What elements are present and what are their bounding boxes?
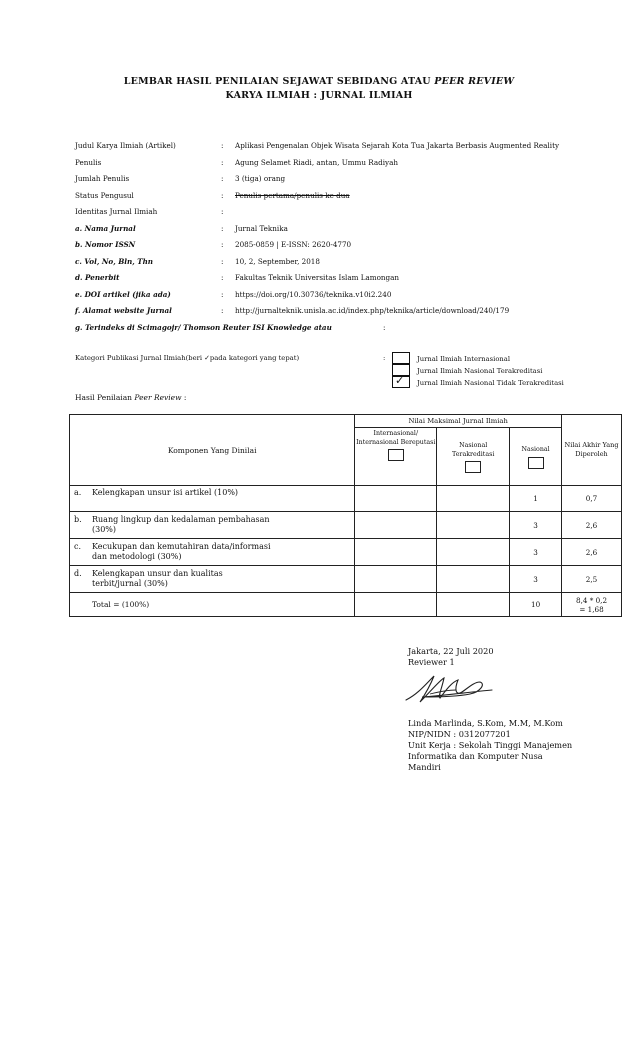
score-cell-internasional bbox=[355, 486, 437, 512]
issn-value: 2085-0859 | E-ISSN: 2620-4770 bbox=[235, 240, 352, 249]
score-cell-nasional: 3 bbox=[510, 512, 562, 539]
item-text-cont: (30%) bbox=[92, 525, 117, 534]
checkmark-icon: ✓ bbox=[395, 374, 405, 387]
alamat-label: f. Alamat website Jurnal bbox=[75, 306, 172, 315]
kategori-checkbox-nasional-tidak-terakreditasi[interactable] bbox=[392, 376, 410, 388]
info-row-judul bbox=[75, 138, 625, 155]
colon: : bbox=[221, 289, 224, 299]
penerbit-label: d. Penerbit bbox=[75, 273, 120, 282]
hasil-suffix: : bbox=[183, 393, 187, 402]
status-label: Status Pengusul bbox=[75, 190, 134, 200]
item-letter: a. bbox=[74, 488, 82, 497]
score-table bbox=[69, 414, 622, 617]
reviewer-name: Linda Marlinda, S.Kom, M.M, M.Kom bbox=[408, 718, 563, 728]
hasil-heading bbox=[75, 393, 186, 402]
volume-value: 10, 2, September, 2018 bbox=[235, 256, 320, 266]
kategori-option-nasional-tidak-terakreditasi: Jurnal Ilmiah Nasional Tidak Terakreditasi bbox=[417, 379, 564, 387]
item-text: Ruang lingkup dan kedalaman pembahasan bbox=[92, 515, 270, 524]
doi-link[interactable]: https://doi.org/10.30736/teknika.v10i2.240 bbox=[235, 289, 392, 299]
kategori-label: Kategori Publikasi Jurnal Ilmiah(beri ✓pada kategori yang tepat) bbox=[75, 354, 300, 362]
total-final-line2: = 1,68 bbox=[579, 604, 604, 614]
info-row-volume bbox=[75, 254, 625, 271]
component-cell bbox=[70, 512, 355, 539]
item-text-cont: dan metodologi (30%) bbox=[92, 552, 182, 561]
item-text: Kelengkapan unsur dan kualitas bbox=[92, 569, 223, 578]
score-cell-nasional: 1 bbox=[510, 486, 562, 512]
table-row bbox=[70, 539, 622, 566]
info-row-penulis bbox=[75, 155, 625, 172]
score-cell-internasional bbox=[355, 539, 437, 566]
score-cell-internasional bbox=[355, 566, 437, 593]
colon: : bbox=[221, 207, 224, 216]
identitas-label: Identitas Jurnal Ilmiah bbox=[75, 207, 158, 216]
info-row-alamat bbox=[75, 303, 625, 320]
col-nasional-akr-header bbox=[437, 428, 510, 486]
info-row-penerbit bbox=[75, 270, 625, 287]
score-cell-nasional: 3 bbox=[510, 566, 562, 593]
col-nasional-checkbox[interactable] bbox=[528, 457, 544, 469]
info-row-issn bbox=[75, 237, 625, 254]
item-letter: c. bbox=[74, 542, 82, 551]
item-text-cont: terbit/jurnal (30%) bbox=[92, 579, 168, 588]
handwritten-signature-icon bbox=[400, 670, 500, 710]
score-cell-internasional bbox=[355, 512, 437, 539]
hasil-emphasis: Peer Review bbox=[134, 393, 182, 402]
info-row-nama-jurnal bbox=[75, 221, 625, 238]
unit-kerja-line3: Mandiri bbox=[408, 762, 441, 772]
nama-jurnal-value: Jurnal Teknika bbox=[235, 223, 288, 233]
final-score-cell: 2,6 bbox=[562, 512, 622, 539]
colon: : bbox=[221, 223, 224, 233]
score-cell-nasional-akr bbox=[437, 539, 510, 566]
jumlah-label: Jumlah Penulis bbox=[75, 174, 130, 183]
identitas-value bbox=[235, 204, 625, 221]
penulis-value: Agung Selamet Riadi, antan, Ummu Radiyah bbox=[235, 157, 399, 167]
final-score-cell: 2,6 bbox=[562, 539, 622, 566]
terindeks-label: g. Terindeks di Scimagojr/ Thomson Reuter ISI Knowledge atau bbox=[75, 322, 332, 332]
signature-block bbox=[408, 646, 572, 773]
info-row-status bbox=[75, 188, 625, 205]
colon: : bbox=[221, 273, 224, 282]
item-letter: b. bbox=[74, 515, 82, 524]
colon: : bbox=[221, 256, 224, 266]
table-row bbox=[70, 486, 622, 512]
signature-area bbox=[408, 668, 572, 718]
col-nasional-header bbox=[510, 428, 562, 486]
total-label: Total = (100%) bbox=[70, 593, 355, 617]
colon: : bbox=[221, 240, 224, 249]
issn-label: b. Nomor ISSN bbox=[75, 240, 136, 249]
kategori-option-nasional-terakreditasi: Jurnal Ilmiah Nasional Terakreditasi bbox=[417, 367, 543, 375]
reviewer-nip: NIP/NIDN : 0312077201 bbox=[408, 729, 511, 739]
max-score-header: Nilai Maksimal Jurnal Ilmiah bbox=[355, 415, 562, 428]
document-title-line1 bbox=[0, 76, 638, 87]
score-cell-nasional-akr bbox=[437, 566, 510, 593]
komponen-header: Komponen Yang Dinilai bbox=[70, 415, 355, 486]
table-row bbox=[70, 566, 622, 593]
colon: : bbox=[221, 190, 224, 200]
col-nasional-label: Nasional bbox=[521, 446, 550, 453]
col-internasional-checkbox[interactable] bbox=[388, 449, 404, 461]
title-prefix: LEMBAR HASIL PENILAIAN SEJAWAT SEBIDANG ATAU bbox=[123, 76, 431, 87]
final-score-cell: 0,7 bbox=[562, 486, 622, 512]
col-internasional-label: Internasional/ Internasional Bereputasi bbox=[356, 430, 436, 446]
score-cell-nasional-akr bbox=[437, 486, 510, 512]
judul-label: Judul Karya Ilmiah (Artikel) bbox=[75, 141, 176, 150]
nama-jurnal-label: a. Nama Jurnal bbox=[75, 223, 136, 233]
penulis-label: Penulis bbox=[75, 157, 102, 167]
colon: : bbox=[383, 322, 386, 332]
component-cell bbox=[70, 539, 355, 566]
total-cell-nasional-akr bbox=[437, 593, 510, 617]
col-internasional-header bbox=[355, 428, 437, 486]
colon: : bbox=[221, 174, 224, 183]
penerbit-value: Fakultas Teknik Universitas Islam Lamongan bbox=[235, 273, 400, 282]
table-row bbox=[70, 512, 622, 539]
unit-kerja-line1: Unit Kerja : Sekolah Tinggi Manajemen bbox=[408, 740, 573, 750]
title-emphasis: PEER REVIEW bbox=[434, 76, 515, 87]
info-row-jumlah bbox=[75, 171, 625, 188]
colon: : bbox=[221, 141, 224, 150]
total-final-cell bbox=[562, 593, 622, 617]
info-row-doi bbox=[75, 287, 625, 304]
component-cell bbox=[70, 486, 355, 512]
doi-label: e. DOI artikel (jika ada) bbox=[75, 289, 171, 299]
item-letter: d. bbox=[74, 569, 82, 578]
kategori-option-internasional: Jurnal Ilmiah Internasional bbox=[417, 355, 511, 363]
reviewer-role: Reviewer 1 bbox=[408, 657, 455, 667]
info-row-identitas bbox=[75, 204, 625, 221]
info-row-terindeks bbox=[75, 320, 625, 337]
score-cell-nasional: 3 bbox=[510, 539, 562, 566]
alamat-link[interactable]: http://jurnalteknik.unisla.ac.id/index.php/teknika/article/download/240/179 bbox=[235, 306, 510, 315]
total-cell-internasional bbox=[355, 593, 437, 617]
final-score-header: Nilai Akhir Yang Diperoleh bbox=[562, 415, 622, 486]
article-info bbox=[75, 138, 625, 336]
document-title-line2: KARYA ILMIAH : JURNAL ILMIAH bbox=[225, 90, 413, 101]
component-cell bbox=[70, 566, 355, 593]
col-nasional-akr-checkbox[interactable] bbox=[465, 461, 481, 473]
item-text: Kelengkapan unsur isi artikel (10%) bbox=[92, 488, 239, 497]
score-cell-nasional-akr bbox=[437, 512, 510, 539]
colon: : bbox=[221, 157, 224, 167]
jumlah-value: 3 (tiga) orang bbox=[235, 174, 286, 183]
col-nasional-akr-label: Nasional Terakreditasi bbox=[452, 442, 495, 458]
item-text: Kecukupan dan kemutahiran data/informasi bbox=[92, 542, 271, 551]
score-table-header-row bbox=[70, 415, 622, 428]
total-final-line1: 8,4 * 0,2 bbox=[576, 595, 608, 605]
colon: : bbox=[383, 354, 386, 362]
final-score-cell: 2,5 bbox=[562, 566, 622, 593]
unit-kerja-line2: Informatika dan Komputer Nusa bbox=[408, 751, 543, 761]
place-date: Jakarta, 22 Juli 2020 bbox=[408, 646, 494, 656]
judul-value: Aplikasi Pengenalan Objek Wisata Sejarah Kota Tua Jakarta Berbasis Augmented Reality bbox=[235, 141, 560, 150]
volume-label: c. Vol, No, Bln, Thn bbox=[75, 256, 154, 266]
kategori-checkbox-internasional[interactable] bbox=[392, 352, 410, 364]
total-row bbox=[70, 593, 622, 617]
status-value: Penulis pertama/penulis ke dua bbox=[235, 190, 350, 200]
colon: : bbox=[221, 306, 224, 315]
hasil-prefix: Hasil Penilaian bbox=[75, 393, 132, 402]
total-max-cell: 10 bbox=[510, 593, 562, 617]
